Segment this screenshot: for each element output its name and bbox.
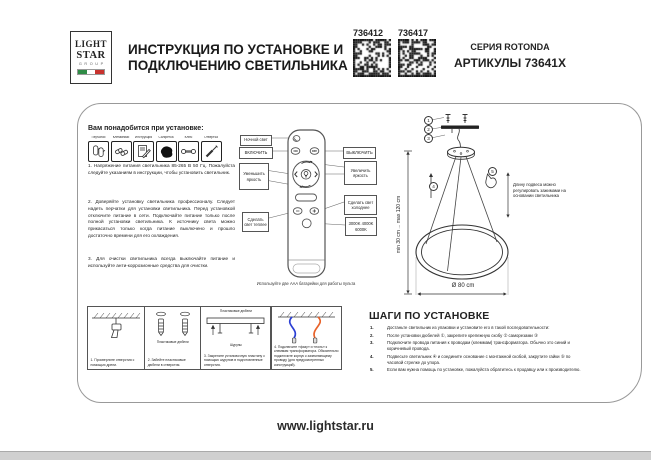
- mounting-panels: [87, 306, 342, 370]
- tools-row: [88, 136, 222, 162]
- tool-item: Ключ: [178, 136, 199, 162]
- remote-caption: Используйте две AAA батарейки для работы пульта: [256, 281, 356, 286]
- length-adjust-note: Длину подвеса можно регулировать зажимами на основании светильника: [513, 182, 566, 199]
- tool-item: Клеммники: [111, 136, 132, 162]
- lightstar-logo: [70, 31, 112, 84]
- bottom-edge-strip: [0, 451, 651, 460]
- panel-wires: [271, 306, 342, 370]
- install-steps-heading: ШАГИ ПО УСТАНОВКЕ: [369, 310, 490, 322]
- install-step: 4. Подвесьте светильник ④ и соедините основание с монтажной скобой, закрутите гайки ⑤ по часовой стрелке до упора.: [370, 353, 571, 365]
- power-cable: [452, 129, 461, 148]
- qr-code-block: [398, 28, 436, 82]
- off-button-label: OFF: [311, 150, 318, 154]
- gloves-icon: [88, 141, 109, 162]
- logo-text: GROUP: [78, 62, 106, 67]
- instruction-sheet-icon: [133, 141, 154, 162]
- panel-drill: [87, 306, 145, 370]
- drill-drawing: [88, 307, 144, 343]
- panel-dowels: [144, 306, 201, 370]
- napkin-icon: [156, 141, 177, 162]
- articles-code: АРТИКУЛЫ 73641X: [454, 56, 566, 70]
- dowels-drawing: [145, 307, 200, 339]
- callout-number-2: 2: [424, 125, 433, 134]
- install-steps-list: [370, 325, 582, 375]
- panel-caption: 1. Просверлите отверстия с помощью дрели.: [90, 358, 135, 367]
- callout-number-3: 3: [424, 134, 433, 143]
- screwdriver-icon: [201, 141, 222, 162]
- qr-code: [398, 39, 436, 77]
- panel-caption: 2. Забейте пластиковые дюбели в отверстия.: [147, 358, 186, 367]
- tool-item: Инструкция: [133, 136, 154, 162]
- logo-text: STAR: [76, 49, 106, 61]
- callout-number-5: 5: [488, 167, 497, 176]
- callout-power-off: ВЫКЛЮЧИТЬ: [343, 147, 376, 159]
- logo-text: LIGHT: [74, 39, 107, 50]
- panel-label: Пластиковые дюбели: [156, 340, 189, 344]
- kelvin-cycle-button: [302, 219, 311, 228]
- install-step: 2. После установки дюбелей ①, закрепите крепежную скобу ② саморезами ③: [370, 332, 538, 338]
- mounting-bracket: [441, 126, 479, 129]
- mounting-screws: [446, 115, 468, 124]
- callout-colder: Сделать свет холоднее: [344, 195, 377, 215]
- callout-kelvin: 3000K 4000K 6000K: [345, 217, 377, 236]
- height-range-label: min 30 cm ... max 120 cm: [396, 195, 402, 254]
- plate-drawing: [201, 314, 270, 342]
- panel-label: Пластиковые дюбели: [219, 309, 252, 313]
- wires-drawing: [272, 307, 341, 347]
- dpad-center-button: [301, 170, 311, 180]
- wire-clamps-icon: [111, 141, 132, 162]
- install-step: 1. Достаньте светильник из упаковки и установите его в такой последовательности:: [370, 325, 550, 330]
- series-block: [450, 42, 570, 70]
- callout-dim: Уменьшить яркость: [239, 163, 269, 190]
- qr-code-block: [353, 28, 391, 82]
- blue-wire: [289, 317, 295, 338]
- italian-flag-icon: [77, 69, 105, 75]
- indicator-window: [296, 194, 317, 201]
- warning-paragraph: 1. Напряжение питания светильника 85-265 В 50 Гц. Пожалуйста следуйте указаниям в инструкции, чтобы установить светильник.: [88, 163, 235, 175]
- panel-plate: [200, 306, 271, 370]
- hand-icon: [486, 174, 497, 188]
- article-number: 736417: [398, 28, 429, 38]
- ceiling-canopy: [448, 147, 475, 157]
- install-step: 5. Если вам нужна помощь по установке, пожалуйста обратитесь к продавцу или к производителю.: [370, 367, 581, 373]
- wrench-icon: [178, 141, 199, 162]
- panel-caption: 3. Закрепите установочную пластину с помощью шурупов в подготовленные отверстия.: [203, 353, 265, 367]
- tool-item: Салфетка: [156, 136, 177, 162]
- ring-inner: [422, 229, 503, 275]
- install-step: 3. Подключите провода питания к проводам (клеммам) трансформатора. Обычно это синий и коричневый провода.: [370, 340, 570, 352]
- series-name: СЕРИЯ ROTONDA: [470, 42, 550, 52]
- on-button-label: ON: [293, 150, 298, 154]
- website-link[interactable]: www.lightstar.ru: [277, 419, 374, 433]
- callout-power-on: ВКЛЮЧИТЬ: [239, 147, 273, 159]
- diameter-label: Ø 80 cm: [451, 283, 475, 289]
- callout-number-4: 4: [429, 182, 438, 191]
- page-title: ИНСТРУКЦИЯ ПО УСТАНОВКЕ И ПОДКЛЮЧЕНИЮ СВЕТИЛЬНИКА: [128, 42, 348, 74]
- tool-item: Отвертка: [201, 136, 222, 162]
- panel-label: Шурупы: [229, 343, 242, 347]
- callout-night-light: Ночной свет: [240, 135, 272, 146]
- tools-heading: Вам понадобится при установке:: [88, 125, 204, 132]
- callout-brighten: Увеличить яркость: [344, 161, 377, 185]
- callout-warmer: Сделать свет теплее: [242, 212, 269, 232]
- tool-item: Перчатки: [88, 136, 109, 162]
- suspension-cables: [426, 157, 497, 272]
- callout-number-1: 1: [424, 116, 433, 125]
- panel-caption: 4. Подключите «фазу» и «ноль» к клеммам трансформатора. Обязательно подключите корпус к заземляющему проводу (для предусмотренных конструкций).: [274, 344, 339, 367]
- orange-wire: [314, 317, 320, 338]
- qr-code: [353, 39, 391, 77]
- warning-paragraph: 2. Доверяйте установку светильника профессионалу. Следует надеть перчатки для установки светильника. Перед установкой отключите питание в сети. Подключайте питание только после полной установки светильника. К источнику света можно прикасаться только когда питание выключено и прошло достаточно времени для его охлаждения.: [88, 199, 235, 239]
- warning-paragraph: 3. Для очистки светильника всегда выключайте питание и используйте анти-коррозионные средства для очистки.: [88, 256, 235, 268]
- article-number: 736412: [353, 28, 384, 38]
- ring-outer: [416, 225, 508, 279]
- height-dimension: [404, 151, 412, 294]
